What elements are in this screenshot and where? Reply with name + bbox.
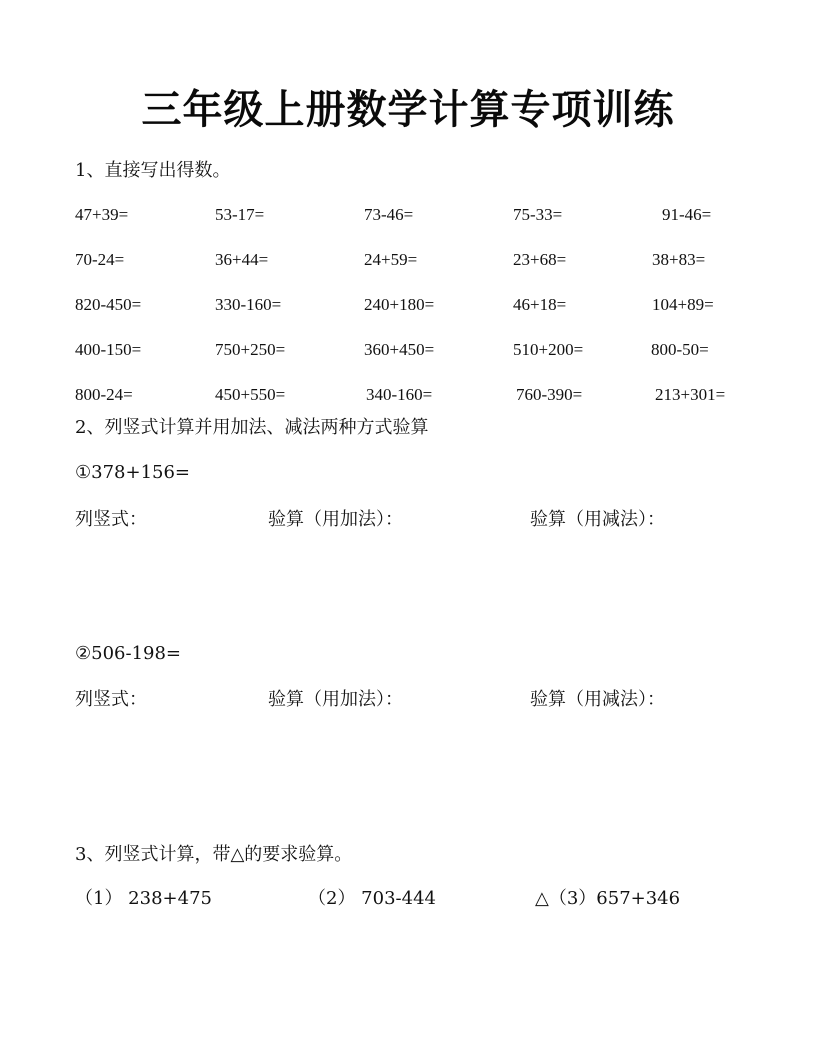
problem: 70-24= <box>75 250 125 269</box>
problem-row <box>0 340 816 364</box>
check-add-label: 验算（用加法）： <box>268 689 403 710</box>
problem: 330-160= <box>215 295 282 314</box>
problem: 213+301= <box>655 385 726 404</box>
vertical-problem-2: ②506-198= <box>75 643 182 664</box>
problem: 104+89= <box>652 295 714 314</box>
vertical-form-label: 列竖式： <box>75 689 147 710</box>
section3-items <box>0 884 816 908</box>
section3-heading: 3、列竖式计算，带△的要求验算。 <box>75 844 353 865</box>
problem: 510+200= <box>513 340 584 359</box>
section3-item: △（3）657+346 <box>535 888 681 909</box>
problem-row <box>0 250 816 274</box>
problem: 23+68= <box>513 250 567 269</box>
problem-row <box>0 385 816 409</box>
problem: 91-46= <box>662 205 712 224</box>
problem-row <box>0 295 816 319</box>
problem: 38+83= <box>652 250 706 269</box>
section1-heading: 1、直接写出得数。 <box>75 160 231 181</box>
section3-item: （2） 703-444 <box>308 888 436 909</box>
problem: 24+59= <box>364 250 418 269</box>
problem: 73-46= <box>364 205 414 224</box>
problem: 800-24= <box>75 385 133 404</box>
check-add-label: 验算（用加法）： <box>268 509 403 530</box>
problem: 800-50= <box>651 340 709 359</box>
problem-row <box>0 205 816 229</box>
section2-heading: 2、列竖式计算并用加法、减法两种方式验算 <box>75 417 429 438</box>
page-title: 三年级上册数学计算专项训练 <box>141 87 675 133</box>
problem: 750+250= <box>215 340 286 359</box>
problem: 820-450= <box>75 295 142 314</box>
problem: 340-160= <box>366 385 433 404</box>
check-subtract-label: 验算（用减法）： <box>530 689 665 710</box>
problem: 240+180= <box>364 295 435 314</box>
vertical-problem-1: ①378+156= <box>75 462 191 483</box>
section3-item: （1） 238+475 <box>75 888 212 909</box>
problem: 450+550= <box>215 385 286 404</box>
problem: 360+450= <box>364 340 435 359</box>
problem: 760-390= <box>516 385 583 404</box>
problem: 400-150= <box>75 340 142 359</box>
problem: 47+39= <box>75 205 129 224</box>
problem: 53-17= <box>215 205 265 224</box>
workspace-labels-2 <box>0 685 816 709</box>
workspace-labels-1 <box>0 505 816 529</box>
problem: 36+44= <box>215 250 269 269</box>
problem: 75-33= <box>513 205 563 224</box>
check-subtract-label: 验算（用减法）： <box>530 509 665 530</box>
vertical-form-label: 列竖式： <box>75 509 147 530</box>
problem: 46+18= <box>513 295 567 314</box>
